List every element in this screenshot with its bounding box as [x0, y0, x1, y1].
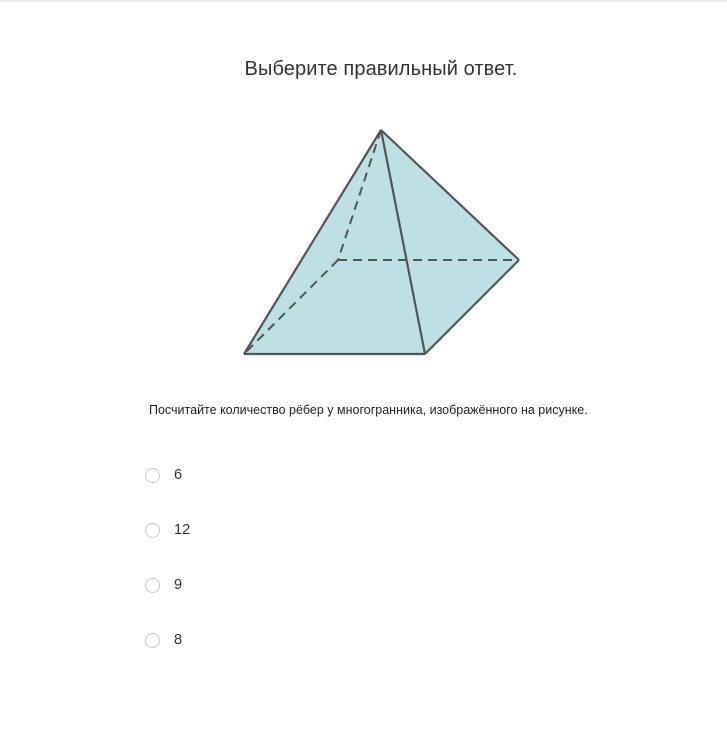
edge-apex-left	[244, 130, 381, 354]
hidden-edge-apex-back	[338, 130, 381, 260]
hidden-edges	[244, 130, 519, 354]
answer-options	[145, 464, 190, 684]
pyramid-right-face	[381, 130, 519, 354]
visible-edges	[244, 130, 519, 354]
radio-button[interactable]	[145, 523, 160, 538]
task-title: Выберите правильный ответ.	[244, 58, 518, 80]
answer-label: 9	[174, 577, 183, 593]
answer-option-3[interactable]	[145, 574, 190, 596]
edge-apex-right	[381, 130, 519, 260]
top-divider	[0, 0, 727, 2]
answer-option-4[interactable]	[145, 629, 190, 651]
answer-label: 6	[174, 467, 183, 483]
answer-option-2[interactable]	[145, 519, 190, 541]
answer-label: 12	[174, 522, 191, 538]
edge-base-right	[425, 260, 519, 354]
pyramid-left-face	[244, 130, 425, 354]
answer-label: 8	[174, 632, 183, 648]
edge-apex-front	[381, 130, 425, 354]
radio-button[interactable]	[145, 578, 160, 593]
hidden-edge-back-left	[244, 260, 338, 354]
answer-option-1[interactable]	[145, 464, 190, 486]
radio-button[interactable]	[145, 468, 160, 483]
radio-button[interactable]	[145, 633, 160, 648]
question-text: Посчитайте количество рёбер у многогранника, изображённого на рисунке.	[149, 403, 588, 417]
